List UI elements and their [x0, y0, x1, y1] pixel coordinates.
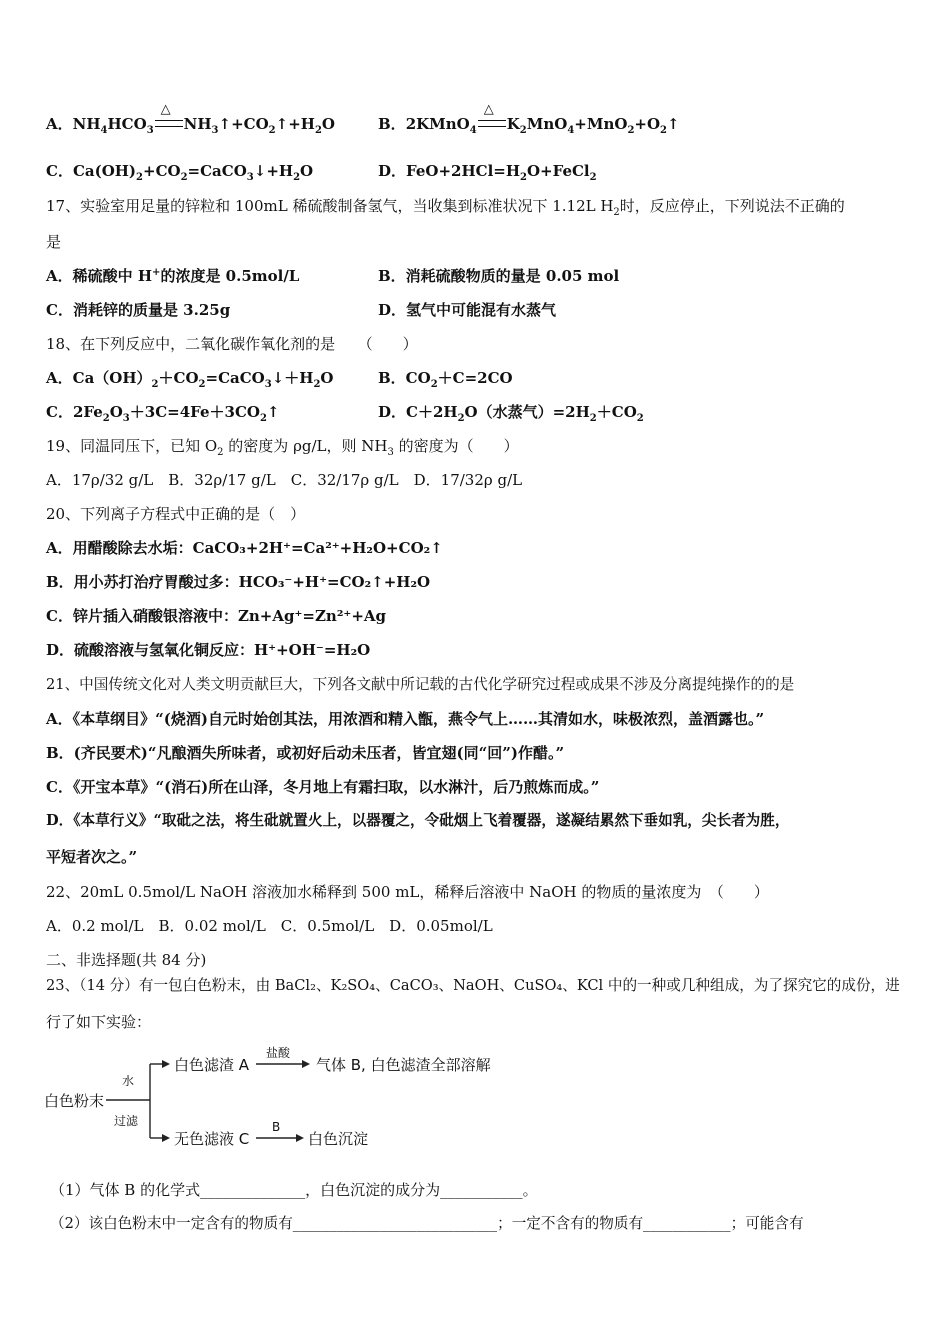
q17-stem-cont: 是 — [46, 233, 62, 251]
bottom-result: 白色沉淀 — [308, 1130, 369, 1148]
section-title: 二、非选择题(共 84 分) — [46, 951, 207, 969]
experiment-flow-diagram — [44, 1042, 504, 1154]
top-node: 白色滤渣 A — [174, 1056, 250, 1074]
q20-option-c: C．锌片插入硝酸银溶液中：Zn+Ag⁺=Zn²⁺+Ag — [46, 607, 387, 625]
q23-stem-cont: 行了如下实验： — [46, 1013, 152, 1031]
q17-option-a: A．稀硫酸中 H+的浓度是 0.5mol/L — [46, 267, 300, 285]
q23-sub2: （2）该白色粉末中一定含有的物质有____________________________；一定不含有的物质有____________；可能含有 — [50, 1215, 804, 1232]
q16-option-c: C．$Ca(OH)_2+CO_2=CaCO_3↓+H_2O$ — [46, 162, 314, 183]
q16-option-b: B．2KMnO$_4$ △ $K_2MnO_4+MnO_2+O_2↑$ — [378, 102, 680, 136]
q22-options: A．0.2 mol/L B．0.02 mol/L C．0.5mol/L D．0.05mol/L — [46, 917, 493, 935]
filter-label: 过滤 — [114, 1114, 139, 1128]
q21-option-b: B．(齐民要术)“凡酿酒失所味者，或初好后动未压者，皆宜翅(同“回”)作醋。” — [46, 744, 565, 762]
q18-option-b: B．$CO_2+C=2CO$ — [378, 369, 513, 390]
q17-stem: 17、实验室用足量的锌粒和 100mL 稀硫酸制备氢气，当收集到标准状况下 1.12L $H_2$时，反应停止，下列说法不正确的 — [46, 197, 845, 218]
q17-option-d: D．氢气中可能混有水蒸气 — [378, 301, 557, 319]
top-result: 气体 B, 白色滤渣全部溶解 — [316, 1056, 491, 1074]
q21-option-c: C．《开宝本草》“(消石)所在山泽，冬月地上有霜扫取，以水淋汁，后乃煎炼而成。” — [46, 778, 600, 796]
q20-option-d: D．硫酸溶液与氢氧化铜反应：H⁺+OH⁻=H₂O — [46, 641, 371, 659]
q21-option-d: D．《本草行义》“取砒之法，将生砒就置火上，以器覆之，令砒烟上飞着覆器，遂凝结累然下垂如乳，尖长者为胜， — [46, 812, 790, 829]
q21-option-d-cont: 平短者次之。” — [46, 848, 138, 866]
q21-stem: 21、中国传统文化对人类文明贡献巨大，下列各文献中所记载的古代化学研究过程或成果不涉及分离提纯操作的的是 — [46, 676, 795, 693]
q23-stem: 23、（14 分）有一包白色粉末，由 BaCl₂、K₂SO₄、CaCO₃、NaOH、CuSO₄、KCl 中的一种或几种组成，为了探究它的成份，进 — [46, 977, 900, 994]
hcl-label: 盐酸 — [266, 1046, 291, 1060]
q20-option-a: A．用醋酸除去水垢：CaCO₃+2H⁺=Ca²⁺+H₂O+CO₂↑ — [46, 539, 443, 557]
q17-option-b: B．消耗硫酸物质的量是 0.05 mol — [378, 267, 620, 285]
bottom-node: 无色滤液 C — [174, 1130, 250, 1148]
q18-option-d: D．$C+2H_2O$（水蒸气）$=2H_2+CO_2$ — [378, 403, 644, 424]
q21-option-a: A．《本草纲目》“(烧酒)自元时始创其法，用浓酒和精入甑，燕令气上……其清如水，味极浓烈，盖酒露也。” — [46, 710, 765, 728]
water-label: 水 — [122, 1074, 135, 1088]
q18-option-a: A．$Ca(OH)_2+CO_2=CaCO_3↓+H_2O$ — [46, 369, 334, 390]
q17-option-c: C．消耗锌的质量是 3.25g — [46, 301, 231, 319]
q19-options: A．17ρ/32 g/L B．32ρ/17 g/L C．32/17ρ g/L D．17/32ρ g/L — [46, 471, 523, 489]
q18-stem: 18、在下列反应中，二氧化碳作氧化剂的是 （ ） — [46, 335, 418, 353]
start-node: 白色粉末 — [44, 1092, 105, 1110]
q22-stem: 22、20mL 0.5mol/L NaOH 溶液加水稀释到 500 mL，稀释后溶液中 NaOH 的物质的量浓度为 （ ） — [46, 883, 769, 901]
q19-stem: 19、同温同压下，已知 $O_2$ 的密度为 ρg/L，则 $NH_3$ 的密度为（ ） — [46, 437, 519, 458]
q18-option-c: C．$2Fe_2O_3+3C=4Fe+3CO_2↑$ — [46, 403, 280, 424]
q20-option-b: B．用小苏打治疗胃酸过多：HCO₃⁻+H⁺=CO₂↑+H₂O — [46, 573, 431, 591]
q16-option-a: A．$NH_4HCO_3$ △ $NH_3↑+CO_2↑+H_2O$ — [46, 102, 335, 136]
heat-equals-sign: △ — [154, 114, 184, 134]
q20-stem: 20、下列离子方程式中正确的是（ ） — [46, 505, 306, 523]
b-label: B — [272, 1120, 281, 1134]
q16-option-d: D．$FeO+2HCl=H_2O+FeCl_2$ — [378, 162, 597, 183]
q23-sub1: （1）气体 B 的化学式______________，白色沉淀的成分为___________。 — [50, 1181, 538, 1199]
heat-equals-sign: △ — [477, 114, 507, 134]
